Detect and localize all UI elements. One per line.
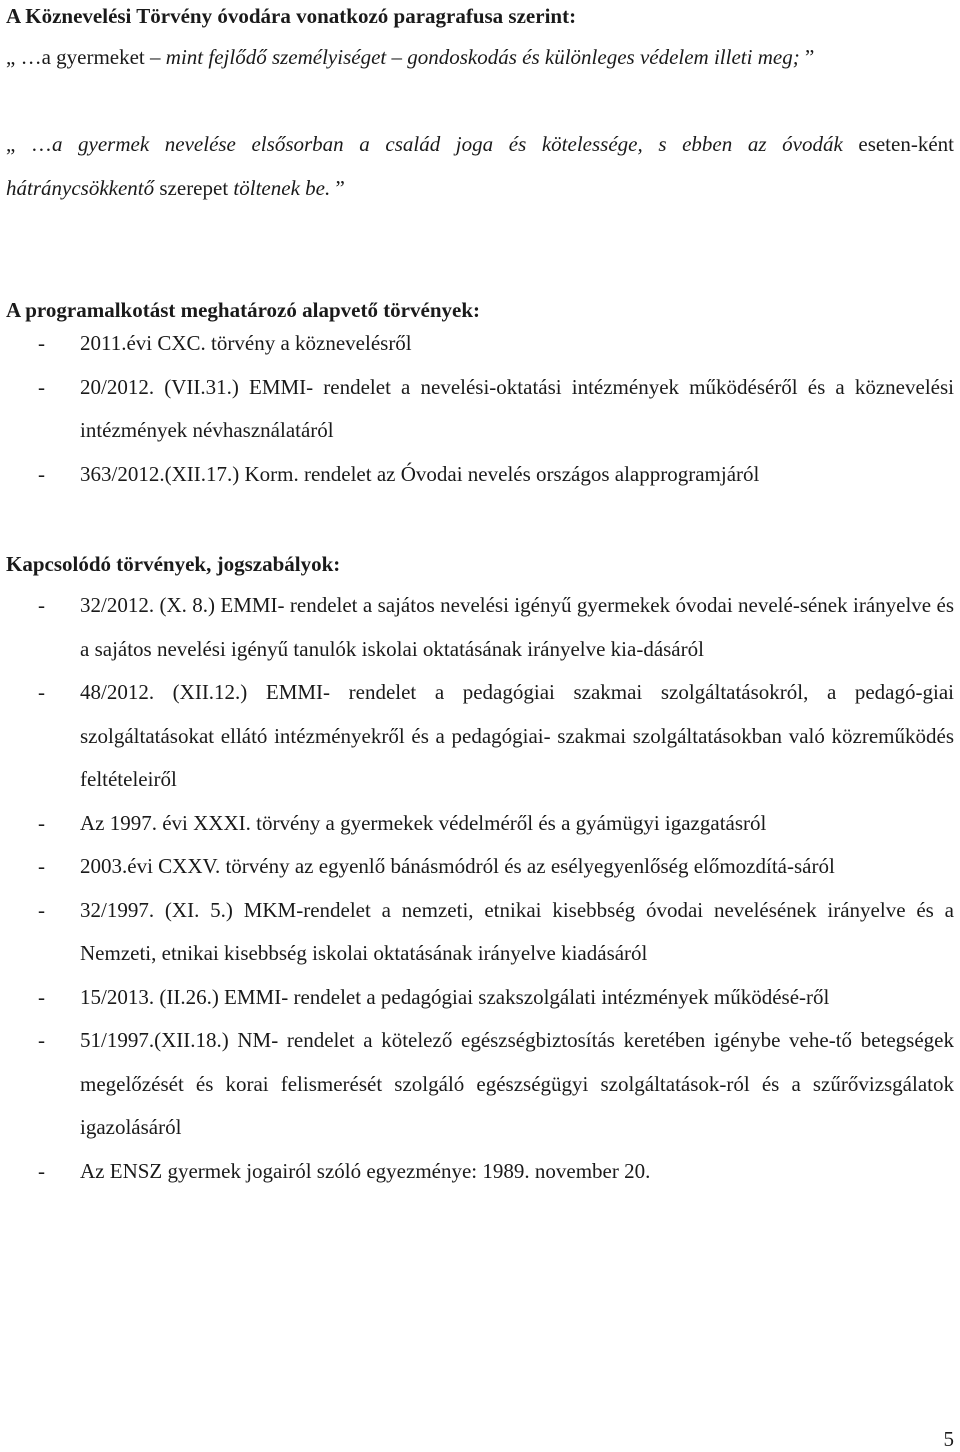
list-marker: -: [38, 810, 45, 835]
list-marker: -: [38, 331, 45, 355]
list-marker: -: [38, 680, 45, 704]
list-item-text: Az ENSZ gyermek jogairól szóló egyezménye: 1989. november 20.: [80, 1158, 651, 1183]
list-marker: -: [38, 461, 45, 486]
section-heading-kapcsolodo: Kapcsolódó törvények, jogszabályok:: [6, 552, 341, 576]
list-item: [0, 1019, 960, 1150]
quote-open: „ …a gyermeket –: [6, 45, 166, 69]
section-heading-kozneveles: A Köznevelési Törvény óvodára vonatkozó paragrafusa szerint:: [6, 4, 577, 28]
page-number: 5: [943, 1427, 954, 1451]
list-item-text: Az 1997. évi XXXI. törvény a gyermekek védelméről és a gyámügyi igazgatásról: [80, 810, 767, 835]
list-item-text: 32/1997. (XI. 5.) MKM-rendelet a nemzeti, etnikai kisebbség óvodai nevelésének irányelve és a Nemzeti, etnikai kisebbség iskolai oktatásának irányelve kiadásáról: [80, 897, 954, 965]
law-list-related: [0, 584, 960, 1193]
list-item: [0, 366, 960, 453]
list-item-text: 2011.évi CXC. törvény a köznevelésről: [80, 331, 412, 355]
quote-italic: a gyermek nevelése elsősorban a család joga és kötelessége, s ebben az óvodák: [51, 132, 843, 156]
list-marker: -: [38, 984, 45, 1009]
section-heading-programalkotas: A programalkotást meghatározó alapvető törvények:: [6, 298, 480, 322]
list-item-text: 20/2012. (VII.31.) EMMI- rendelet a nevelési-oktatási intézmények működéséről és a köznevelési intézmények névhasználatáról: [80, 374, 954, 442]
list-item: [0, 889, 960, 976]
list-item: [0, 802, 960, 846]
quote-close: ”: [799, 45, 815, 69]
quote-text: szerepet: [154, 176, 234, 200]
quote-open: „ …: [6, 132, 52, 156]
law-list-primary: [0, 322, 960, 496]
quote-italic: hátránycsökkentő: [6, 176, 155, 200]
list-marker: -: [38, 1028, 45, 1052]
list-item: [0, 845, 960, 889]
list-item: [0, 1150, 960, 1194]
list-marker: -: [38, 897, 45, 922]
list-item: [0, 453, 960, 497]
quote-text: eseten-ként: [842, 132, 954, 156]
list-marker: -: [38, 1158, 45, 1183]
quote-italic: töltenek be.: [233, 176, 331, 200]
quote-paragraph-2: [6, 122, 954, 210]
list-marker: -: [38, 854, 45, 878]
list-marker: -: [38, 374, 45, 399]
list-marker: -: [38, 593, 45, 617]
list-item-text: 363/2012.(XII.17.) Korm. rendelet az Óvodai nevelés országos alapprogramjáról: [80, 461, 760, 486]
list-item: [0, 976, 960, 1020]
list-item: [0, 671, 960, 802]
quote-paragraph-1: [6, 35, 954, 79]
list-item-text: 51/1997.(XII.18.) NM- rendelet a kötelező egészségbiztosítás keretében igénybe vehe-tő betegségek megelőzését és korai felismerését szolgáló egészségügyi szolgáltatások-ról és a szűrővizsgálatok igazolásáról: [80, 1028, 954, 1139]
list-item: [0, 322, 960, 366]
list-item-text: 32/2012. (X. 8.) EMMI- rendelet a sajátos nevelési igényű gyermekek óvodai nevelé-sének irányelve és a sajátos nevelési igényű tanulók iskolai oktatásának irányelve kia-dásáról: [80, 593, 954, 661]
quote-close: ”: [330, 176, 345, 200]
quote-italic: mint fejlődő személyiséget – gondoskodás és különleges védelem illeti meg;: [165, 45, 800, 69]
list-item-text: 15/2013. (II.26.) EMMI- rendelet a pedagógiai szakszolgálati intézmények működésé-ről: [80, 984, 830, 1009]
list-item-text: 2003.évi CXXV. törvény az egyenlő bánásmódról és az esélyegyenlőség előmozdítá-sáról: [80, 854, 835, 878]
list-item-text: 48/2012. (XII.12.) EMMI- rendelet a pedagógiai szakmai szolgáltatásokról, a pedagó-giai szolgáltatásokat ellátó intézményekről és a pedagógiai- szakmai szolgáltatásokban való közreműködés feltételeiről: [80, 680, 954, 791]
list-item: [0, 584, 960, 671]
